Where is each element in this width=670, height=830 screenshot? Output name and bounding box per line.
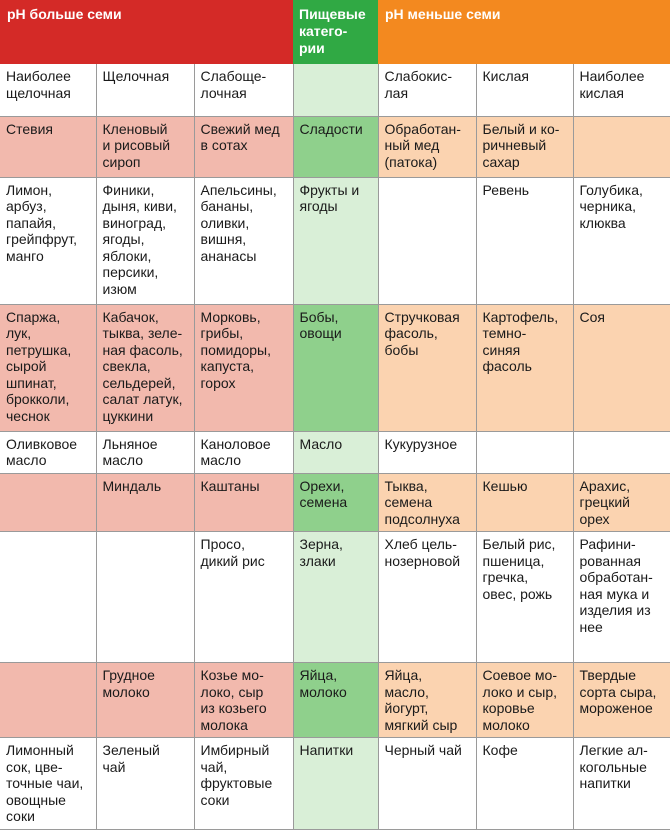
cell-slightly-alkaline [194,663,293,738]
cell-text-line: Наиболее [579,68,645,84]
cell-text-line: Кленовый [102,120,168,137]
cell-most-alkaline [0,177,96,304]
cell-text-line: соки [200,791,230,808]
cell-text-line: Грудное [102,667,155,683]
table-row [0,116,670,177]
table-row [0,177,670,304]
table-row [0,473,670,532]
header-mid-line: Пищевые [299,6,366,22]
cell-text-line: Стручковая [384,308,460,325]
cell-text-line: Оливковое [6,435,78,452]
cell-text-line: Кукурузное [384,435,458,452]
cell-text-line: Яйца, [384,667,423,683]
cell-text-line: петрушка, [6,341,72,358]
cell-text-line: виноград, [102,214,167,231]
cell-most-acidic [573,738,670,830]
cell-text-line: напитки [579,775,631,791]
cell-text-line: бананы, [200,198,254,214]
cell-most-alkaline [0,663,96,738]
cell-text-line: грейпфрут, [6,231,77,247]
cell-category [293,177,378,304]
cell-most-acidic [573,431,670,473]
cell-slightly-acidic [378,663,476,738]
cell-text-line: ная мука и [579,585,650,602]
cell-text-line: Кофе [482,742,518,758]
cell-text-line: в сотах [200,137,248,153]
cell-text-line: горох [200,374,236,391]
cell-text-line: бобы [384,341,419,358]
cell-text-line: ная фасоль, [102,341,183,358]
cell-text-line [103,536,188,553]
cell-text-line [300,68,372,85]
cell-text-line: овощные [6,791,66,808]
cell-text-line: помидоры, [200,341,272,358]
cell-text-line: Кабачок, [102,308,159,325]
cell-text-line: папайя, [6,214,57,231]
cell-text-line: шпинат, [6,374,57,391]
cell-text-line: сахар [482,153,520,170]
cell-text-line: тыква, зеле- [102,325,183,341]
cell-text-line: овощи [299,325,342,341]
cell-acidic [476,431,573,473]
cell-text-line: изделия из [579,602,651,618]
cell-text-line: Голубика, [579,181,643,198]
cell-text-line: Твердые [579,667,636,683]
cell-slightly-acidic [378,177,476,304]
cell-slightly-alkaline [194,177,293,304]
cell-text-line: чай, [200,758,228,775]
cell-text-line: Соя [579,308,605,325]
cell-category [293,532,378,663]
cell-most-alkaline [0,532,96,663]
cell-slightly-alkaline [194,473,293,532]
cell-acidic [476,473,573,532]
cell-text-line: рованная [579,552,641,569]
cell-text-line: манго [6,247,44,264]
cell-text-line: ягоды, [102,231,145,247]
cell-text-line: подсолнуха [384,510,460,527]
cell-acidic [476,64,573,116]
cell-most-acidic [573,177,670,304]
cell-text-line [580,436,665,453]
cell-text-line: (патока) [384,153,438,170]
cell-text-line: масло [102,452,144,468]
table-row [0,431,670,473]
cell-alkaline [96,431,194,473]
cell-category [293,116,378,177]
cell-text-line: локо, сыр [200,683,264,700]
cell-text-line: Финики, [102,181,155,198]
cell-category [293,473,378,532]
cell-slightly-alkaline [194,738,293,830]
cell-most-alkaline [0,116,96,177]
cell-slightly-acidic [378,738,476,830]
cell-category [293,64,378,116]
cell-text-line [385,182,470,199]
cell-text-line: Миндаль [102,477,162,494]
cell-most-acidic [573,116,670,177]
cell-most-acidic [573,473,670,532]
cell-text-line [6,667,90,684]
cell-text-line: фасоль, [384,325,438,341]
cell-text-line: Каштаны [200,477,260,494]
cell-text-line: молоко [102,683,150,700]
cell-acidic [476,304,573,431]
cell-text-line: сырой [6,358,47,374]
table-row [0,304,670,431]
cell-text-line: Имбирный [200,742,270,758]
cell-text-line: чай [102,758,126,775]
table-row [0,532,670,663]
cell-text-line: вишня, [200,231,247,247]
cell-text-line: ананасы [200,247,257,264]
cell-text-line: Легкие ал- [579,742,648,758]
cell-text-line: Хлеб цель- [384,536,457,552]
cell-text-line: Картофель, [482,308,559,325]
cell-text-line: черника, [579,198,637,214]
cell-text-line: кислая [579,84,624,101]
cell-text-line: грецкий [579,494,630,510]
cell-text-line: Просо, [200,536,245,552]
header-food-categories [293,0,378,64]
cell-text-line: точные чаи, [6,775,84,791]
cell-text-line: яблоки, [102,247,152,264]
cell-acidic [476,738,573,830]
cell-text-line: мороженое [579,700,653,716]
cell-slightly-acidic [378,64,476,116]
cell-text-line: Зерна, [299,536,343,552]
cell-text-line: Ревень [482,181,530,198]
cell-text-line: злаки [299,552,336,569]
cell-most-acidic [573,532,670,663]
cell-text-line: Белый рис, [482,536,556,552]
cell-text-line: орех [579,510,610,527]
cell-text-line: соки [6,808,35,824]
cell-text-line: Фрукты и [299,181,360,198]
cell-text-line [6,536,90,553]
cell-text-line: и рисовый [102,137,171,153]
cell-text-line: овес, рожь [482,585,553,602]
cell-text-line: молоко [299,683,347,700]
cell-text-line: фасоль [482,358,532,374]
cell-text-line: Стевия [6,120,53,137]
cell-text-line: капуста, [200,358,255,374]
cell-alkaline [96,64,194,116]
cell-text-line: мягкий сыр [384,716,458,733]
cell-text-line [580,121,665,138]
cell-text-line: Щелочная [102,68,170,84]
cell-alkaline [96,116,194,177]
cell-category [293,738,378,830]
cell-category [293,431,378,473]
cell-text-line: коровье [482,700,535,716]
cell-alkaline [96,304,194,431]
cell-text-line: Яйца, [299,667,338,683]
cell-text-line: Обработан- [384,120,461,137]
cell-slightly-alkaline [194,116,293,177]
cell-category [293,304,378,431]
cell-text-line: сельдерей, [102,374,176,391]
cell-text-line: Зеленый [102,742,160,758]
cell-most-acidic [573,64,670,116]
cell-text-line: Арахис, [579,477,631,494]
cell-text-line: Кешью [482,477,528,494]
cell-text-line: Черный чай [384,742,462,758]
cell-text-line: Тыква, [384,477,428,494]
cell-text-line: салат латук, [102,391,183,407]
cell-slightly-alkaline [194,304,293,431]
table-row [0,663,670,738]
cell-text-line: обработан- [579,569,653,585]
cell-text-line: Свежий мед [200,120,280,137]
cell-text-line: Слабоще- [200,68,267,84]
cell-category [293,663,378,738]
cell-slightly-acidic [378,532,476,663]
cell-slightly-alkaline [194,431,293,473]
cell-text-line: Напитки [299,742,354,758]
cell-text-line [6,478,90,495]
cell-text-line: Наиболее [6,68,71,84]
cell-slightly-acidic [378,304,476,431]
cell-text-line: Рафини- [579,536,636,552]
cell-alkaline [96,532,194,663]
cell-text-line: семена [384,494,433,510]
cell-text-line [483,436,567,453]
cell-text-line: из козьего [200,700,267,716]
cell-text-line: сироп [102,153,141,170]
cell-text-line: лук, [6,325,32,341]
cell-text-line: Каноловое [200,435,271,452]
header-mid-line: рии [299,40,325,56]
cell-text-line: Козье мо- [200,667,264,683]
cell-text-line: масло [6,452,47,468]
cell-alkaline [96,738,194,830]
cell-text-line: лочная [200,84,247,101]
cell-text-line: семена [299,494,348,510]
cell-text-line: локо и сыр, [482,683,558,700]
header-right-text: pH меньше семи [385,6,501,22]
cell-text-line: масло, [384,683,429,700]
cell-text-line: Кислая [482,68,530,84]
cell-slightly-acidic [378,431,476,473]
cell-text-line: Белый и ко- [482,120,560,137]
cell-most-acidic [573,304,670,431]
cell-text-line: молоко [482,716,530,733]
cell-slightly-alkaline [194,532,293,663]
cell-text-line: клюква [579,214,626,231]
cell-acidic [476,177,573,304]
header-ph-below-seven [378,0,670,64]
cell-text-line: персики, [102,264,159,280]
cell-text-line: Орехи, [299,477,345,494]
cell-alkaline [96,177,194,304]
cell-text-line: арбуз, [6,198,47,214]
cell-most-alkaline [0,473,96,532]
column-header-row [0,64,670,116]
cell-text-line: щелочная [6,84,71,101]
header-mid-line: катего- [299,23,348,39]
cell-text-line: чеснок [6,407,50,424]
cell-text-line: нее [579,618,603,635]
cell-text-line: нозерновой [384,552,461,569]
cell-text-line: изюм [102,280,137,297]
cell-text-line: ричневый [482,137,547,153]
cell-text-line: Спаржа, [6,308,61,325]
cell-text-line: свекла, [102,358,151,374]
cell-most-alkaline [0,64,96,116]
cell-text-line: Лимон, [6,181,53,198]
cell-text-line: сорта сыра, [579,683,657,700]
cell-text-line: ягоды [299,198,338,214]
cell-text-line: пшеница, [482,552,545,569]
cell-text-line: гречка, [482,569,529,585]
cell-text-line: синяя [482,341,521,358]
cell-most-alkaline [0,738,96,830]
cell-acidic [476,532,573,663]
cell-text-line: Морковь, [200,308,261,325]
cell-text-line: Бобы, [299,308,339,325]
cell-slightly-acidic [378,116,476,177]
cell-text-line: оливки, [200,214,250,231]
cell-text-line: лая [384,84,409,101]
cell-text-line: Масло [299,435,343,452]
cell-text-line: грибы, [200,325,244,341]
cell-text-line: ный мед [384,137,440,153]
ph-table [0,64,670,830]
cell-text-line: дыня, киви, [102,198,177,214]
cell-text-line: Лимонный [6,742,74,758]
cell-text-line: фруктовые [200,775,273,791]
table-body [0,64,670,829]
cell-most-acidic [573,663,670,738]
cell-text-line: йогурт, [384,700,429,716]
cell-text-line: Льняное [102,435,158,452]
cell-most-alkaline [0,304,96,431]
table-row [0,738,670,830]
cell-acidic [476,116,573,177]
cell-slightly-acidic [378,473,476,532]
cell-text-line: Апельсины, [200,181,277,198]
cell-text-line: дикий рис [200,552,265,569]
cell-alkaline [96,663,194,738]
cell-text-line: когольные [579,758,647,775]
cell-alkaline [96,473,194,532]
cell-text-line: Сладости [299,120,363,137]
cell-text-line: Соевое мо- [482,667,557,683]
header-ph-above-seven [0,0,293,64]
cell-text-line: молока [200,716,248,733]
cell-text-line: масло [200,452,242,468]
cell-acidic [476,663,573,738]
header-left-text: pH больше семи [7,6,122,22]
cell-slightly-alkaline [194,64,293,116]
cell-text-line: Слабокис- [384,68,452,84]
cell-text-line: цуккини [102,407,154,424]
cell-most-alkaline [0,431,96,473]
cell-text-line: брокколи, [6,391,70,407]
cell-text-line: сок, цве- [6,758,63,775]
cell-text-line: темно- [482,325,527,341]
